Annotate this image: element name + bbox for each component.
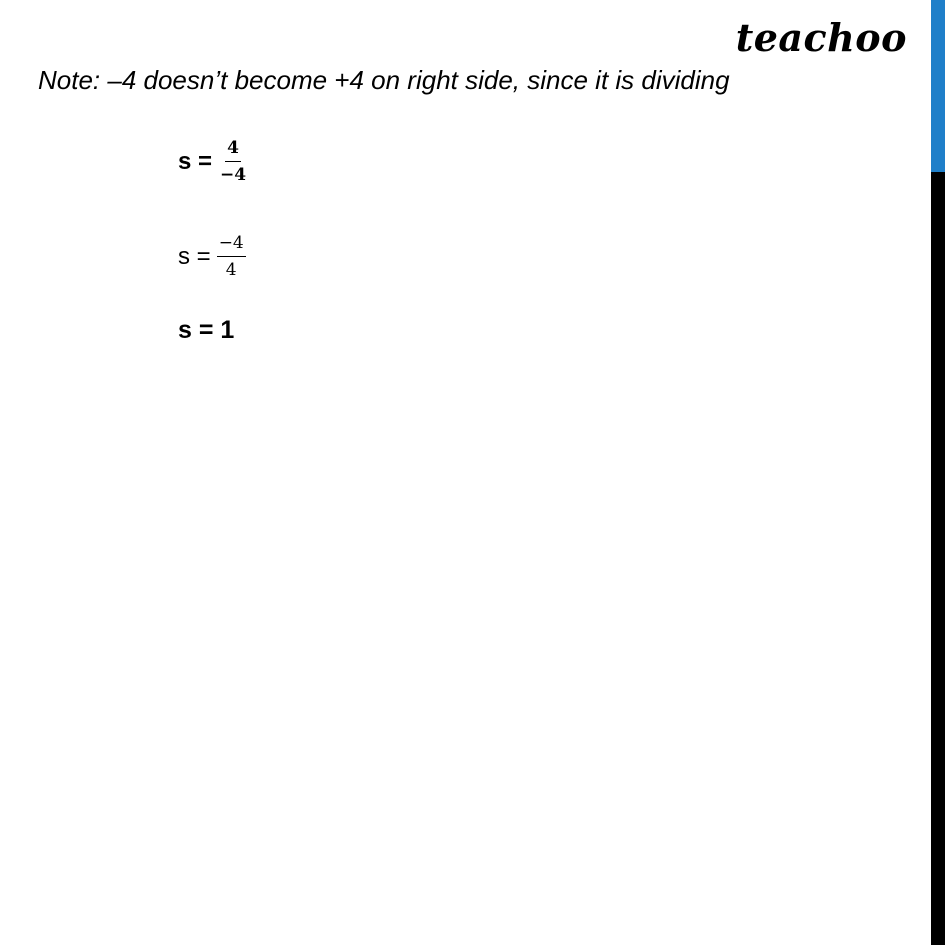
fraction-step-2	[217, 233, 246, 280]
equation-step-1-lhs: s =	[178, 147, 213, 175]
equation-step-3	[178, 315, 234, 345]
teachoo-logo: teachoo	[735, 15, 907, 60]
fraction-step-1-denominator: −4	[220, 165, 247, 185]
fraction-step-1-numerator: 4	[225, 138, 241, 162]
fraction-step-2-numerator: −4	[217, 233, 246, 257]
equation-step-2-lhs: s =	[178, 242, 211, 270]
note-text: Note: –4 doesn’t become +4 on right side, since it is dividing	[38, 65, 730, 95]
right-side-accent	[931, 0, 945, 172]
equation-step-3-result: s = 1	[178, 316, 235, 344]
fraction-step-1	[218, 138, 248, 185]
equation-step-1	[178, 138, 248, 185]
equation-step-2	[178, 233, 246, 280]
fraction-step-2-denominator: 4	[225, 260, 237, 280]
